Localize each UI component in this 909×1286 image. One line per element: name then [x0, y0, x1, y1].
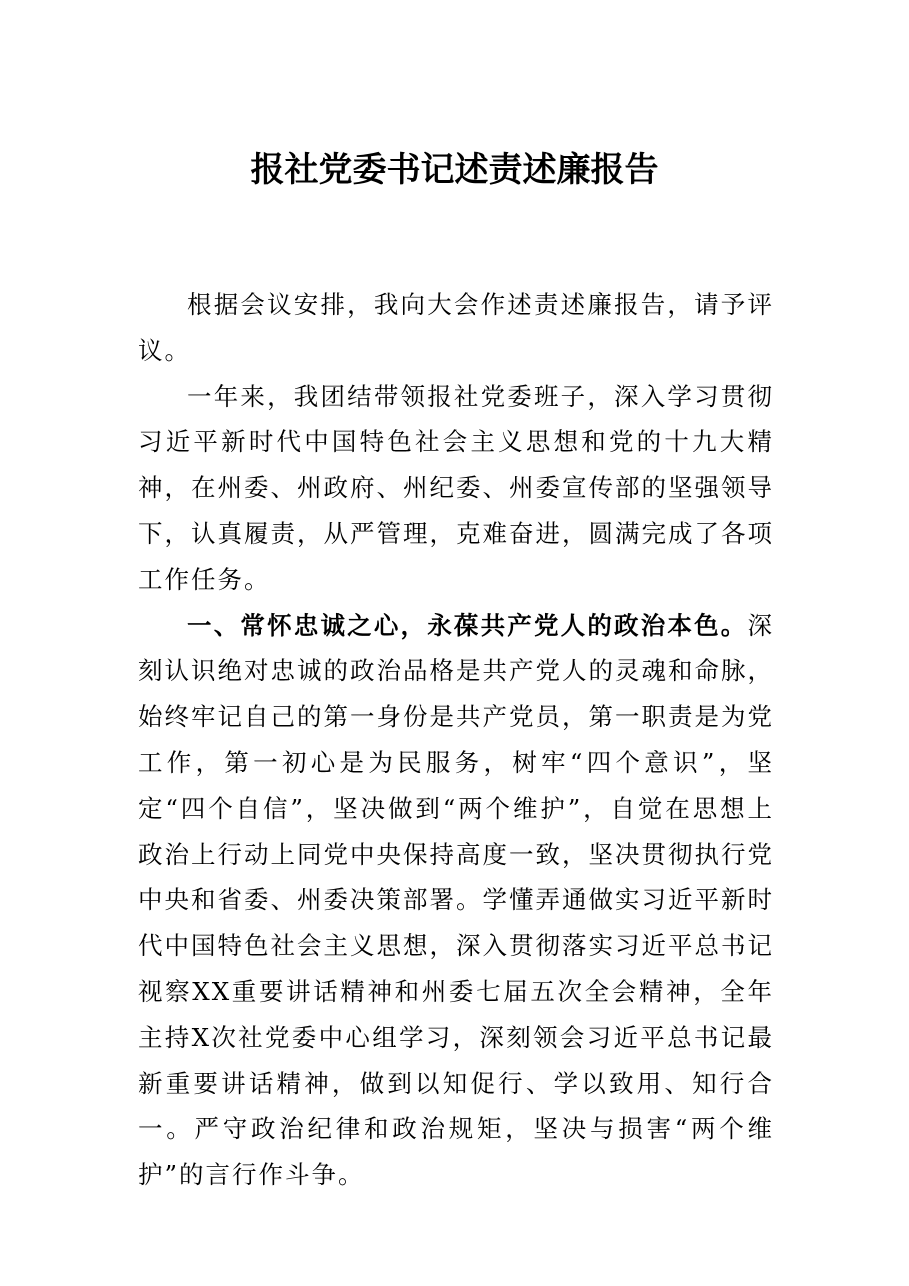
paragraph-text: 根据会议安排，我向大会作述责述廉报告，请予评议。 — [138, 290, 774, 365]
document-body — [138, 282, 774, 1198]
paragraph-text: 深刻认识绝对忠诚的政治品格是共产党人的灵魂和命脉，始终牢记自己的第一身份是共产党员，第一职责是为党工作，第一初心是为民服务，树牢“四个意识”，坚定“四个自信”，坚决做到“两个维护”，自觉在思想上政治上行动上同党中央保持高度一致，坚决贯彻执行党中央和省委、州委决策部署。学懂弄通做实习近平新时代中国特色社会主义思想，深入贯彻落实习近平总书记视察XX重要讲话精神和州委七届五次全会精神，全年主持X次社党委中心组学习，深刻领会习近平总书记最新重要讲话精神，做到以知促行、学以致用、知行合一。严守政治纪律和政治规矩，坚决与损害“两个维护”的言行作斗争。 — [138, 610, 774, 1190]
paragraph-text: 一年来，我团结带领报社党委班子，深入学习贯彻习近平新时代中国特色社会主义思想和党的十九大精神，在州委、州政府、州纪委、州委宣传部的坚强领导下，认真履责，从严管理，克难奋进，圆满完成了各项工作任务。 — [138, 381, 774, 594]
section-heading: 一、常怀忠诚之心，永葆共产党人的政治本色。 — [187, 610, 748, 640]
paragraph-summary — [138, 374, 774, 603]
document-title: 报社党委书记述责述廉报告 — [250, 150, 659, 190]
paragraph-opening — [138, 282, 774, 374]
paragraph-section-one — [138, 603, 774, 1198]
